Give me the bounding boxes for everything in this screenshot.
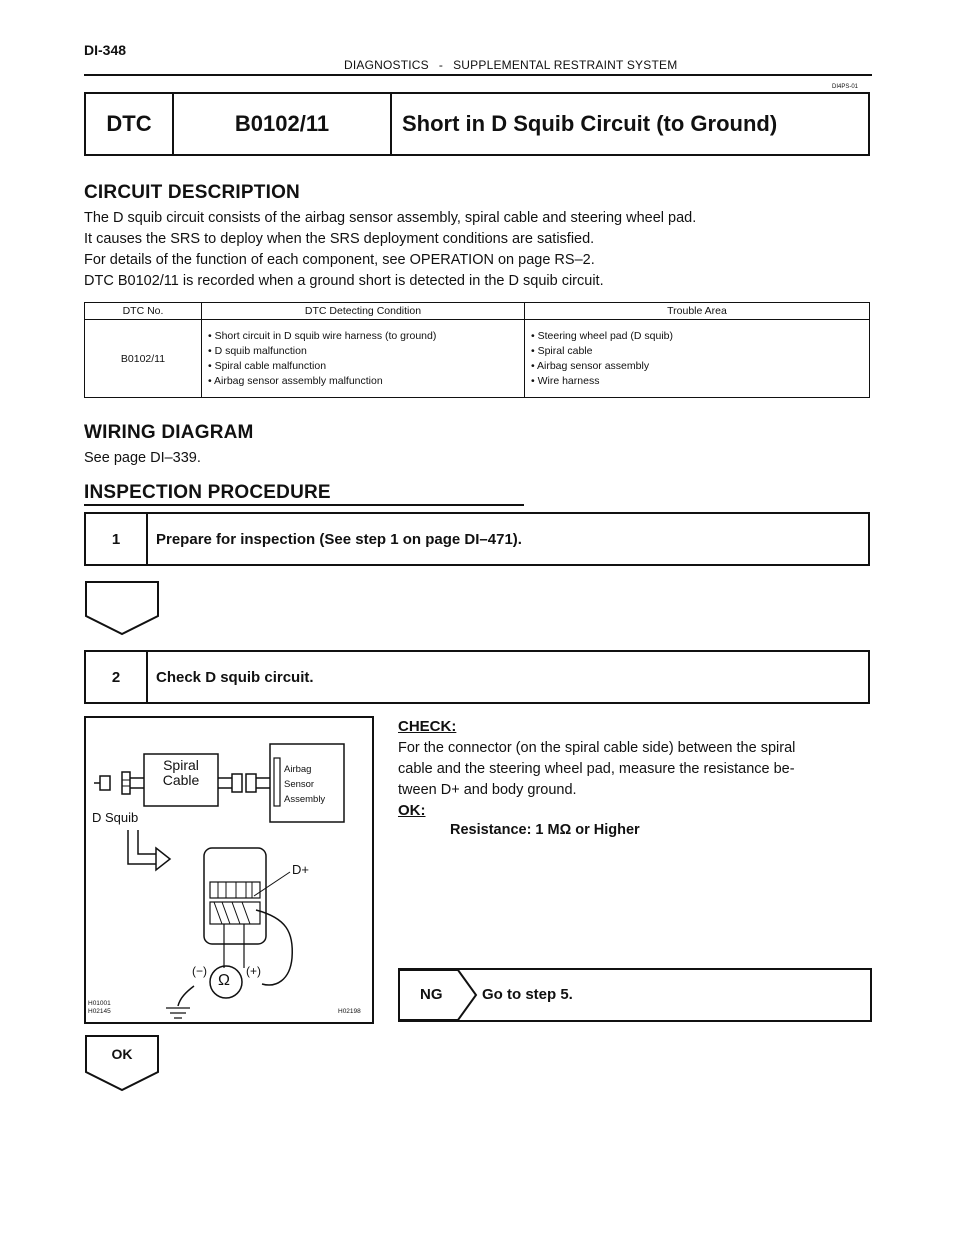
table-header-condition: DTC Detecting Condition [202,303,525,320]
condition-item: • Airbag sensor assembly malfunction [208,374,383,387]
sensor-label: Sensor [284,779,315,790]
negative-label: (−) [192,964,207,978]
circuit-line: It causes the SRS to deploy when the SRS deployment conditions are satisfied. [84,231,595,247]
table-header-dtc-no: DTC No. [85,303,202,320]
figure-ref: H02145 [88,1008,111,1015]
condition-item: • Spiral cable malfunction [208,359,327,372]
trouble-area-item: • Steering wheel pad (D squib) [531,329,674,342]
trouble-area-item: • Wire harness [531,374,600,387]
circuit-line: DTC B0102/11 is recorded when a ground short is detected in the D squib circuit. [84,273,604,289]
circuit-line: The D squib circuit consists of the airbag sensor assembly, spiral cable and steering wheel pad. [84,210,697,226]
ok-label: OK [111,1046,133,1062]
header-rule [84,74,872,76]
page-number: DI-348 [84,42,127,58]
check-line: For the connector (on the spiral cable side) between the spiral [398,740,796,756]
trouble-area-item: • Spiral cable [531,344,593,357]
figure-ref-right: H02198 [338,1008,361,1015]
ok-heading: OK: [398,802,426,819]
spiral-cable-label [146,758,216,788]
figure-ref-left [88,1000,111,1016]
condition-item: • D squib malfunction [208,344,307,357]
step-1-box [84,512,870,566]
figure-ref: H01001 [88,1000,111,1007]
squib-circuit-figure [84,716,374,1024]
circuit-description-text [84,208,696,292]
check-heading: CHECK: [398,718,457,735]
d-squib-label: D Squib [92,810,139,825]
step-2-box [84,650,870,704]
airbag-sensor-label [284,762,325,807]
table-trouble-areas [525,320,870,398]
page-header [344,58,677,72]
step-2-number: 2 [86,652,148,702]
check-text [398,738,870,801]
table-conditions [202,320,525,398]
flow-arrow-icon [84,580,160,636]
dtc-title-box [84,92,870,156]
check-line: cable and the steering wheel pad, measure the resistance be- [398,761,795,777]
ok-value: Resistance: 1 MΩ or Higher [450,822,640,838]
header-separator: - [438,58,444,72]
circuit-line: For details of the function of each component, see OPERATION on page RS–2. [84,252,595,268]
step-1-title: Prepare for inspection (See step 1 on page DI–471). [156,530,522,548]
circuit-description-title: CIRCUIT DESCRIPTION [84,182,300,203]
ohm-symbol: Ω [218,972,230,989]
check-line: tween D+ and body ground. [398,782,577,798]
dtc-title: Short in D Squib Circuit (to Ground) [402,111,778,136]
assembly-label: Assembly [284,794,326,805]
inspection-title-rule [84,504,524,506]
ng-label: NG [420,986,443,1003]
header-category: DIAGNOSTICS [344,58,429,72]
cable-label: Cable [162,772,200,788]
step-1-number: 1 [86,514,148,564]
trouble-area-item: • Airbag sensor assembly [531,359,650,372]
table-header-trouble-area: Trouble Area [525,303,870,320]
ng-go-to-step: Go to step 5. [482,986,573,1003]
dtc-table [84,302,870,398]
d-plus-label: D+ [292,862,309,877]
table-dtc-no: B0102/11 [85,320,202,398]
doc-code: DI4PS-01 [832,84,859,90]
spiral-label: Spiral [163,757,199,773]
step-2-title: Check D squib circuit. [156,668,314,686]
dtc-code: B0102/11 [174,94,392,154]
dtc-label: DTC [86,94,174,154]
condition-item: • Short circuit in D squib wire harness (to ground) [208,329,437,342]
ok-arrow-icon [84,1034,160,1092]
wiring-diagram-text: See page DI–339. [84,450,201,466]
airbag-label: Airbag [284,764,312,775]
positive-label: (+) [246,964,261,978]
header-subject: SUPPLEMENTAL RESTRAINT SYSTEM [453,58,678,72]
inspection-procedure-title: INSPECTION PROCEDURE [84,482,331,503]
wiring-diagram-title: WIRING DIAGRAM [84,422,254,443]
